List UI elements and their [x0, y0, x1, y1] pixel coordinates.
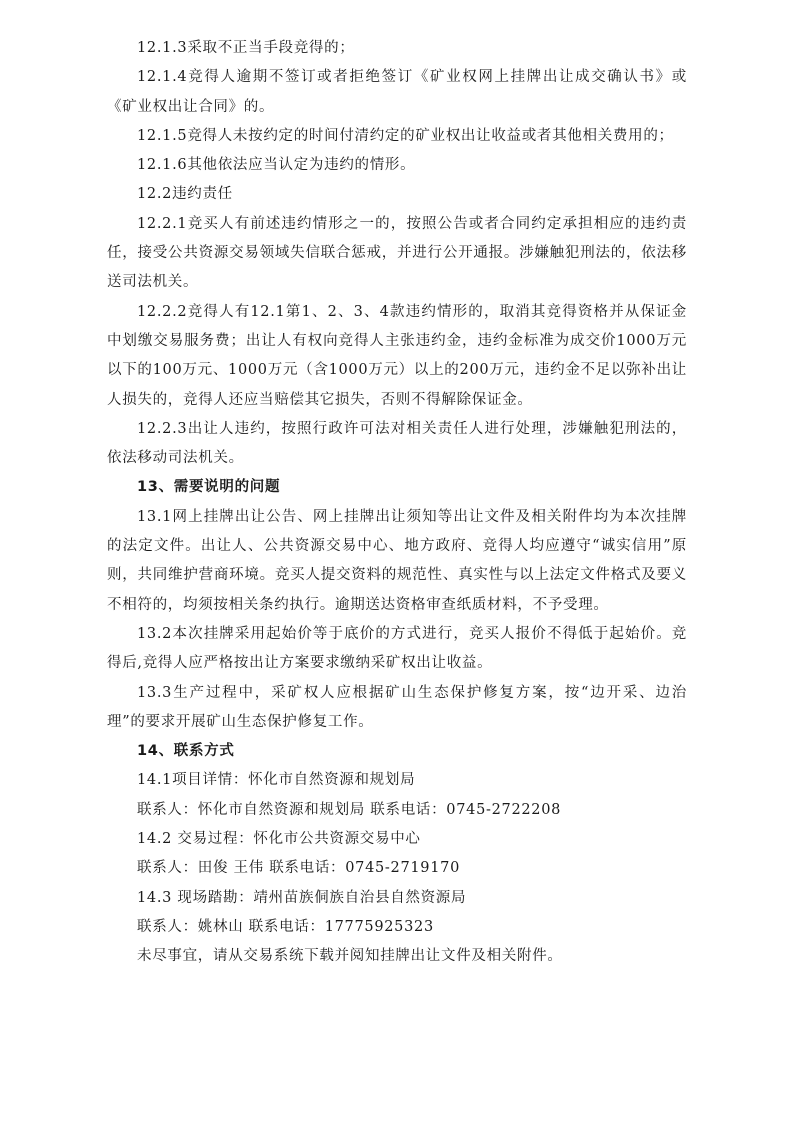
contact-14-3: 14.3 现场踏勘：靖州苗族侗族自治县自然资源局	[137, 889, 467, 906]
paragraph-12-1-6: 12.1.6其他依法应当认定为违约的情形。	[137, 157, 416, 174]
section-heading-13: 13、需要说明的问题	[137, 479, 281, 496]
paragraph-12-1-4: 12.1.4竞得人逾期不签订或者拒绝签订《矿业权网上挂牌出让成交确认书》或《矿业权出让合同》的。	[107, 69, 687, 115]
closing-note: 未尽事宜，请从交易系统下载并阅知挂牌出让文件及相关附件。	[137, 948, 563, 965]
paragraph-13-3: 13.3生产过程中，采矿权人应根据矿山生态保护修复方案，按“边开采、边治理”的要求开展矿山生态保护修复工作。	[107, 684, 687, 730]
paragraph-13-1: 13.1网上挂牌出让公告、网上挂牌出让须知等出让文件及相关附件均为本次挂牌的法定文件。出让人、公共资源交易中心、地方政府、竞得人均应遵守“诚实信用”原则，共同维护营商环境。竞买人提交资料的规范性、真实性与以上法定文件格式及要义不相符的，均须按相关条约执行。逾期送达资格审查纸质材料，不予受理。	[107, 508, 687, 613]
paragraph-13-2: 13.2本次挂牌采用起始价等于底价的方式进行，竞买人报价不得低于起始价。竞得后,竞得人应严格按出让方案要求缴纳采矿权出让收益。	[107, 625, 687, 672]
contact-14-2-person: 联系人：田俊 王伟 联系电话：0745-2719170	[137, 860, 460, 877]
paragraph-12-2-3: 12.2.3出让人违约，按照行政许可法对相关责任人进行处理，涉嫌触犯刑法的，依法移动司法机关。	[107, 420, 687, 467]
paragraph-12-2-2: 12.2.2竞得人有12.1第1、2、3、4款违约情形的，取消其竞得资格并从保证金中划缴交易服务费；出让人有权向竞得人主张违约金，违约金标准为成交价1000万元以下的100万元、1000万元（含1000万元）以上的200万元，违约金不足以弥补出让人损失的，竞得人还应当赔偿其它损失，否则不得解除保证金。	[107, 303, 687, 408]
contact-14-3-person: 联系人：姚林山 联系电话：17775925323	[137, 918, 434, 935]
document-page	[107, 34, 687, 972]
paragraph-12-2: 12.2违约责任	[137, 186, 233, 203]
paragraph-12-1-5: 12.1.5竞得人未按约定的时间付清约定的矿业权出让收益或者其他相关费用的；	[137, 127, 674, 144]
section-heading-14: 14、联系方式	[137, 743, 235, 760]
contact-14-1-person: 联系人：怀化市自然资源和规划局 联系电话：0745-2722208	[137, 801, 562, 818]
paragraph-12-2-1: 12.2.1竞买人有前述违约情形之一的，按照公告或者合同约定承担相应的违约责任，接受公共资源交易领域失信联合惩戒，并进行公开通报。涉嫌触犯刑法的，依法移送司法机关。	[107, 215, 687, 291]
contact-14-2: 14.2 交易过程：怀化市公共资源交易中心	[137, 831, 421, 848]
contact-14-1: 14.1项目详情：怀化市自然资源和规划局	[137, 772, 416, 789]
paragraph-12-1-3: 12.1.3采取不正当手段竞得的；	[137, 40, 355, 56]
